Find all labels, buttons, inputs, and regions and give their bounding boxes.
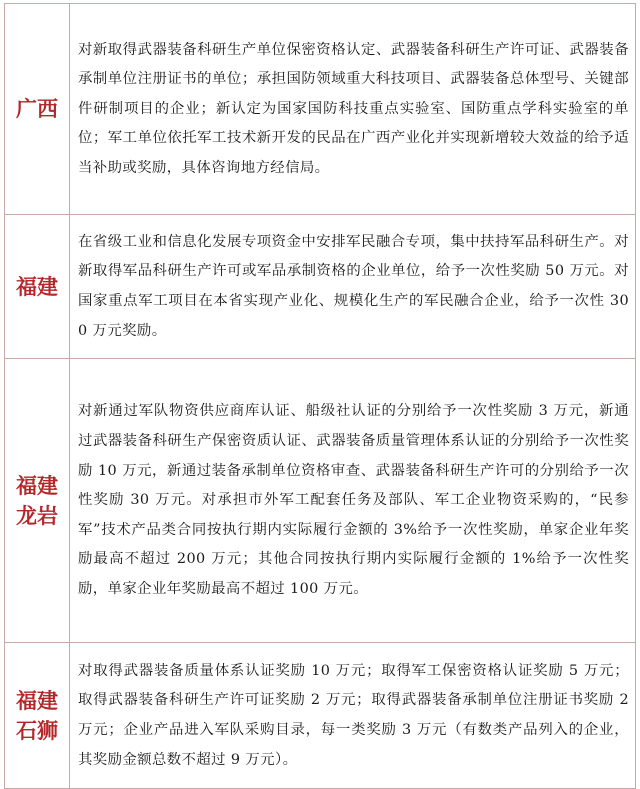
policy-table [4,3,636,789]
table-row [5,4,636,215]
region-cell [5,643,70,789]
region-name-guangxi [16,94,58,124]
content-cell [70,4,636,215]
policy-text-fujian: 在省级工业和信息化发展专项资金中安排军民融合专项，集中扶持军品科研生产。对新取得军品科研生产许可或军品承制资格的企业单位，给予一次性奖励 50 万元。对国家重点军工项目在本省实现产业化、规模化生产的军民融合企业，给予一次性 300 万元奖励。 [78,233,629,339]
region-cell [5,359,70,643]
region-line: 石狮 [16,718,58,743]
region-name-fujian [16,272,58,302]
policy-text-fujian-shishi: 对取得武器装备质量体系认证奖励 10 万元；取得军工保密资格认证奖励 5 万元；取得武器装备科研生产许可证奖励 2 万元；取得武器装备承制单位注册证书奖励 2 万元；企业产品进入军队采购目录，每一类奖励 3 万元（有数类产品列入的企业，其奖励金额总数不超过 9 万元）。 [78,662,629,768]
content-cell [70,359,636,643]
region-line: 福建 [16,688,58,713]
region-cell [5,4,70,215]
region-name-fujian-longyan [16,471,58,531]
policy-text-guangxi: 对新取得武器装备科研生产单位保密资格认定、武器装备科研生产许可证、武器装备承制单位注册证书的单位；承担国防领域重大科技项目、武器装备总体型号、关键部件研制项目的企业；新认定为国家国防科技重点实验室、国防重点学科实验室的单位；军工单位依托军工技术新开发的民品在广西产业化并实现新增较大效益的给予适当补助或奖励，具体咨询地方经信局。 [78,41,629,176]
region-name-fujian-shishi [16,686,58,746]
policy-text-fujian-longyan: 对新通过军队物资供应商库认证、船级社认证的分别给予一次性奖励 3 万元，新通过武器装备科研生产保密资质认证、武器装备质量管理体系认证的分别给予一次性奖励 10 万元，新通过装备承制单位资格审查、武器装备科研生产许可的分别给予一次性奖励 30 万元。对承担市外军工配套任务及部队、军工企业物资采购的，“民参军”技术产品类合同按执行期内实际履行金额的 3%给予一次性奖励，单家企业年奖励最高不超过 200 万元；其他合同按执行期内实际履行金额的 1%给予一次性奖励，单家企业年奖励最高不超过 100 万元。 [78,403,629,597]
table-row [5,215,636,359]
table-row [5,359,636,643]
region-line: 福建 [16,473,58,498]
content-cell [70,215,636,359]
table-row [5,643,636,789]
region-line: 福建 [16,274,58,299]
content-cell [70,643,636,789]
region-line: 广西 [16,97,58,121]
region-cell [5,215,70,359]
region-line: 龙岩 [16,503,58,528]
